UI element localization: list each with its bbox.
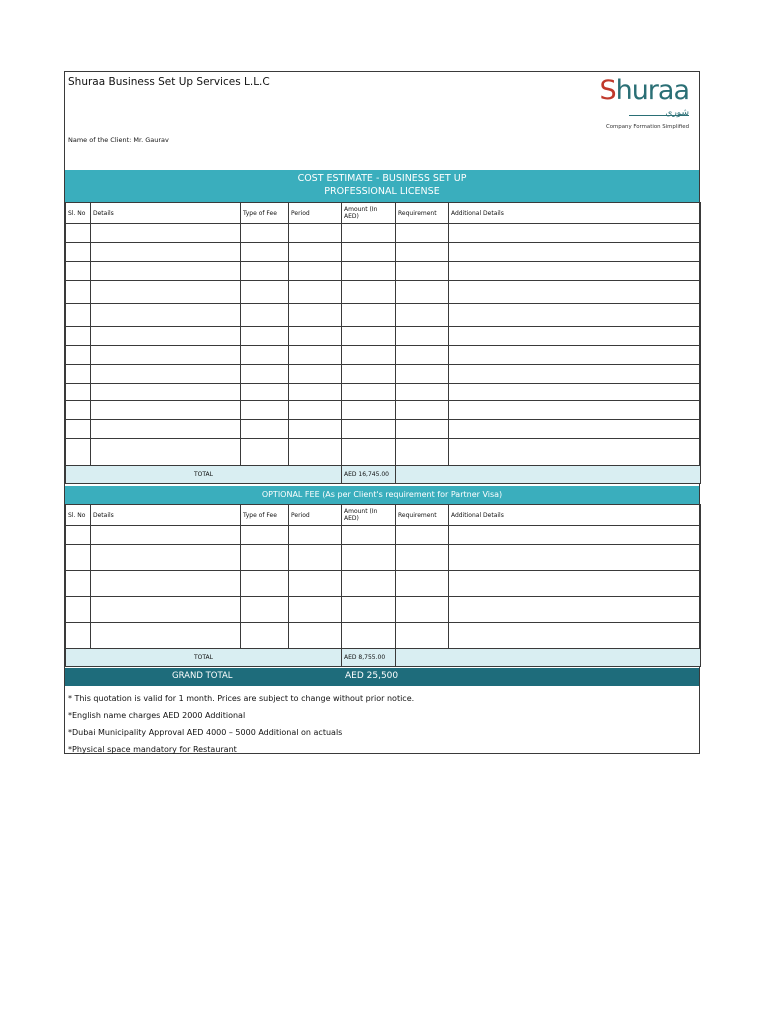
table-cell: [91, 365, 241, 384]
table-cell: [449, 420, 701, 439]
table-cell: [396, 384, 449, 401]
col-additional-details: Additional Details: [449, 203, 701, 224]
col-type-of-fee: Type of Fee: [241, 505, 289, 526]
table-cell: [66, 526, 91, 545]
grand-total-band: [65, 668, 699, 686]
table-cell: [449, 571, 701, 597]
col-requirement: Requirement: [396, 203, 449, 224]
table-cell: [66, 304, 91, 327]
table-cell: [241, 262, 289, 281]
table-cell: [241, 597, 289, 623]
table-cell: [342, 571, 396, 597]
table-cell: [91, 623, 241, 649]
table-cell: [91, 439, 241, 466]
table-cell: [449, 365, 701, 384]
table-cell: [66, 384, 91, 401]
table-row: [66, 545, 701, 571]
table-cell: [241, 545, 289, 571]
table-cell: [342, 365, 396, 384]
table-cell: [342, 346, 396, 365]
total-row: [66, 466, 701, 484]
logo-arabic: شورى: [665, 108, 689, 118]
table-cell: [449, 597, 701, 623]
total-label: TOTAL: [66, 466, 342, 484]
col-details: Details: [91, 505, 241, 526]
table-cell: [289, 262, 342, 281]
table-cell: [289, 327, 342, 346]
table-cell: [241, 623, 289, 649]
table-cell: [396, 420, 449, 439]
cost-estimate-title: [65, 170, 699, 202]
table-cell: [91, 281, 241, 304]
table-cell: [396, 281, 449, 304]
table-cell: [241, 526, 289, 545]
note-item: *English name charges AED 2000 Additional: [68, 711, 246, 720]
table-row: [66, 401, 701, 420]
col-slno: Sl. No: [66, 505, 91, 526]
table-cell: [396, 439, 449, 466]
table-row: [66, 262, 701, 281]
table-cell: [241, 243, 289, 262]
table-cell: [66, 365, 91, 384]
table-cell: [449, 224, 701, 243]
table-cell: [66, 243, 91, 262]
table-cell: [289, 420, 342, 439]
table-cell: [449, 545, 701, 571]
table-cell: [91, 304, 241, 327]
table-row: [66, 346, 701, 365]
total-row: [66, 649, 701, 667]
table-cell: [66, 401, 91, 420]
table-cell: [241, 346, 289, 365]
table-cell: [396, 571, 449, 597]
table-cell: [66, 262, 91, 281]
table-cell: [91, 327, 241, 346]
table-cell: [342, 439, 396, 466]
table-cell: [449, 623, 701, 649]
notes: [68, 690, 414, 758]
table-row: [66, 526, 701, 545]
table-cell: [449, 346, 701, 365]
table-cell: [66, 224, 91, 243]
col-type-of-fee: Type of Fee: [241, 203, 289, 224]
table-cell: [241, 571, 289, 597]
table-cell: [241, 365, 289, 384]
optional-fee-title: OPTIONAL FEE (As per Client's requirement for Partner Visa): [65, 486, 699, 504]
table-cell: [449, 327, 701, 346]
table-cell: [342, 401, 396, 420]
table-cell: [396, 262, 449, 281]
table-cell: [66, 623, 91, 649]
total-amount: AED 8,755.00: [342, 649, 396, 667]
table-row: [66, 327, 701, 346]
table-cell: [241, 281, 289, 304]
table-cell: [289, 224, 342, 243]
col-requirement: Requirement: [396, 505, 449, 526]
table-cell: [449, 384, 701, 401]
note-item: * This quotation is valid for 1 month. Prices are subject to change without prior notice.: [68, 694, 415, 703]
table-row: [66, 623, 701, 649]
table-cell: [449, 243, 701, 262]
table-cell: [241, 384, 289, 401]
table-cell: [342, 545, 396, 571]
table-cell: [91, 545, 241, 571]
total-label: TOTAL: [66, 649, 342, 667]
logo-rule: [629, 115, 689, 116]
table-cell: [66, 420, 91, 439]
table-row: [66, 571, 701, 597]
table-cell: [91, 597, 241, 623]
table-row: [66, 365, 701, 384]
grand-total-amount: AED 25,500: [345, 671, 399, 681]
col-details: Details: [91, 203, 241, 224]
table-cell: [289, 545, 342, 571]
col-period: Period: [289, 203, 342, 224]
table-cell: [91, 262, 241, 281]
table-cell: [396, 365, 449, 384]
col-additional-details: Additional Details: [449, 505, 701, 526]
table-cell: [289, 365, 342, 384]
table-cell: [91, 526, 241, 545]
table-cell: [289, 439, 342, 466]
table-cell: [342, 327, 396, 346]
total-amount: AED 16,745.00: [342, 466, 396, 484]
table-cell: [449, 401, 701, 420]
table-cell: [396, 597, 449, 623]
table-cell: [289, 384, 342, 401]
table-cell: [91, 346, 241, 365]
table-cell: [241, 304, 289, 327]
table-cell: [91, 243, 241, 262]
table-cell: [289, 281, 342, 304]
table-cell: [449, 526, 701, 545]
table-cell: [289, 243, 342, 262]
table-cell: [91, 224, 241, 243]
table-cell: [342, 262, 396, 281]
table-row: [66, 439, 701, 466]
table-cell: [342, 623, 396, 649]
table-row: [66, 224, 701, 243]
table-cell: [289, 304, 342, 327]
table-cell: [396, 327, 449, 346]
table-cell: [289, 571, 342, 597]
table-cell: [342, 420, 396, 439]
table-cell: [91, 401, 241, 420]
logo-tagline: Company Formation Simplified: [605, 124, 689, 130]
total-filler: [396, 466, 701, 484]
table-cell: [449, 439, 701, 466]
table-cell: [396, 623, 449, 649]
table-cell: [396, 526, 449, 545]
title-line-1: COST ESTIMATE - BUSINESS SET UP: [297, 173, 467, 184]
optional-fee-table: [65, 504, 701, 667]
note-item: *Dubai Municipality Approval AED 4000 – 5000 Additional on actuals: [68, 728, 343, 737]
table-cell: [66, 597, 91, 623]
table-cell: [289, 401, 342, 420]
table-row: [66, 420, 701, 439]
client-name: Name of the Client: Mr. Gaurav: [68, 136, 169, 144]
table-cell: [396, 346, 449, 365]
col-slno: Sl. No: [66, 203, 91, 224]
table-cell: [241, 420, 289, 439]
table-row: [66, 597, 701, 623]
table-cell: [91, 571, 241, 597]
company-name: Shuraa Business Set Up Services L.L.C: [68, 76, 270, 88]
table-cell: [342, 384, 396, 401]
table-cell: [396, 243, 449, 262]
col-amount: Amount (In AED): [342, 203, 396, 224]
cost-estimate-table: [65, 202, 701, 484]
table-cell: [289, 346, 342, 365]
table-cell: [289, 597, 342, 623]
table-row: [66, 304, 701, 327]
table-row: [66, 384, 701, 401]
logo-wordmark: Shuraa: [599, 75, 689, 106]
table-cell: [342, 281, 396, 304]
table-cell: [342, 243, 396, 262]
table-row: [66, 281, 701, 304]
col-amount: Amount (In AED): [342, 505, 396, 526]
grand-total-label: GRAND TOTAL: [172, 671, 233, 681]
table-header-row: [66, 203, 701, 224]
table-cell: [66, 439, 91, 466]
table-cell: [91, 384, 241, 401]
table-cell: [91, 420, 241, 439]
col-period: Period: [289, 505, 342, 526]
table-cell: [66, 545, 91, 571]
quotation-sheet: [64, 71, 700, 754]
table-cell: [66, 327, 91, 346]
table-cell: [449, 304, 701, 327]
table-cell: [342, 597, 396, 623]
table-header-row: [66, 505, 701, 526]
table-cell: [342, 526, 396, 545]
table-cell: [241, 401, 289, 420]
shuraa-logo: [593, 75, 689, 133]
table-cell: [396, 401, 449, 420]
table-cell: [396, 224, 449, 243]
table-cell: [289, 623, 342, 649]
table-cell: [449, 262, 701, 281]
table-cell: [289, 526, 342, 545]
title-line-2: PROFESSIONAL LICENSE: [324, 186, 440, 197]
table-cell: [241, 439, 289, 466]
table-row: [66, 243, 701, 262]
table-cell: [66, 346, 91, 365]
note-item: *Physical space mandatory for Restaurant: [68, 745, 237, 754]
table-cell: [396, 545, 449, 571]
table-cell: [342, 224, 396, 243]
table-cell: [241, 327, 289, 346]
total-filler: [396, 649, 701, 667]
table-cell: [449, 281, 701, 304]
table-cell: [342, 304, 396, 327]
table-cell: [66, 281, 91, 304]
table-cell: [241, 224, 289, 243]
table-cell: [396, 304, 449, 327]
table-cell: [66, 571, 91, 597]
